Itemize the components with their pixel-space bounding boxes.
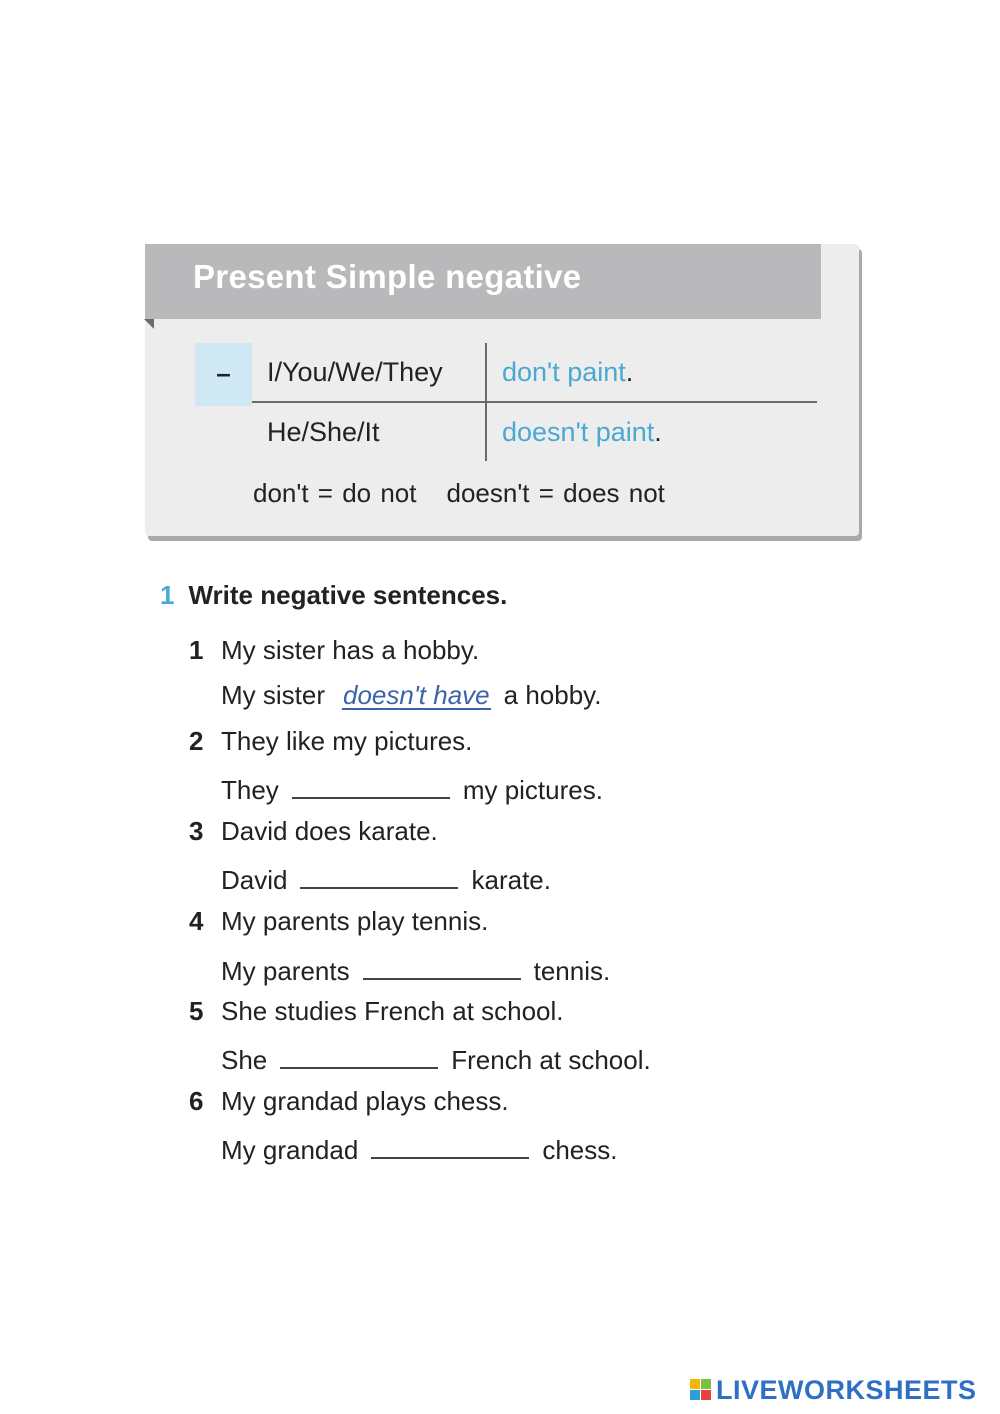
item-number: 2 xyxy=(189,726,204,756)
exercise-item-3 xyxy=(189,816,438,846)
sentence-end: . xyxy=(625,356,634,387)
exercise-item-2 xyxy=(189,726,472,756)
contraction-doesnt: doesn't = does not xyxy=(446,478,665,508)
answer-end: chess. xyxy=(542,1135,618,1165)
liveworksheets-logo-icon xyxy=(690,1379,712,1401)
item-prompt: My grandad plays chess. xyxy=(221,1086,509,1116)
exercise-instruction: Write negative sentences. xyxy=(188,580,508,610)
minus-icon: – xyxy=(195,343,252,406)
answer-start: My parents xyxy=(221,956,350,986)
answer-line-3 xyxy=(221,861,551,895)
exercise-item-6 xyxy=(189,1086,509,1116)
item-prompt: My parents play tennis. xyxy=(221,906,489,936)
table-row xyxy=(252,402,817,461)
answer-start: They xyxy=(221,775,279,805)
item-number: 5 xyxy=(189,996,204,1026)
answer-line-6 xyxy=(221,1131,617,1165)
item-prompt: David does karate. xyxy=(221,816,438,846)
answer-line-4 xyxy=(221,952,610,986)
verb-form: doesn't paint xyxy=(502,416,655,447)
table-row xyxy=(252,343,817,402)
exercise-item-1 xyxy=(189,635,479,665)
item-prompt: They like my pictures. xyxy=(221,726,473,756)
answer-end: my pictures. xyxy=(462,775,603,805)
verb-form: don't paint xyxy=(502,356,626,387)
exercise-number: 1 xyxy=(160,580,175,610)
grammar-box-header xyxy=(145,244,821,319)
grammar-box-title: Present Simple negative xyxy=(193,258,582,295)
watermark-text: LIVEWORKSHEETS xyxy=(716,1374,977,1405)
exercise-item-4 xyxy=(189,906,488,936)
subject-cell: I/You/We/They xyxy=(252,343,486,402)
answer-end: French at school. xyxy=(451,1045,651,1075)
answer-line-5 xyxy=(221,1041,651,1075)
answer-line-2 xyxy=(221,771,603,805)
answer-blank-5[interactable] xyxy=(280,1041,438,1069)
item-number: 4 xyxy=(189,906,204,936)
liveworksheets-watermark xyxy=(690,1374,977,1406)
exercise-item-5 xyxy=(189,996,564,1026)
sentence-end: . xyxy=(654,416,662,447)
verb-cell xyxy=(486,402,817,461)
item-number: 6 xyxy=(189,1086,204,1116)
answer-start: David xyxy=(221,865,288,895)
answer-end: tennis. xyxy=(533,956,611,986)
item-prompt: She studies French at school. xyxy=(221,996,564,1026)
negative-forms-table xyxy=(252,343,817,461)
example-answer: doesn't have xyxy=(343,680,490,710)
answer-end: a hobby. xyxy=(503,680,602,710)
answer-blank-3[interactable] xyxy=(300,861,458,889)
answer-end: karate. xyxy=(471,865,551,895)
exercise-heading xyxy=(160,580,507,611)
answer-start: My grandad xyxy=(221,1135,359,1165)
header-fold-decoration xyxy=(144,319,154,329)
answer-blank-6[interactable] xyxy=(371,1131,529,1159)
contraction-dont: don't = do not xyxy=(253,478,417,508)
item-prompt: My sister has a hobby. xyxy=(221,635,480,665)
contractions-note xyxy=(253,478,665,509)
grammar-box xyxy=(145,244,859,536)
item-number: 3 xyxy=(189,816,204,846)
answer-blank-4[interactable] xyxy=(363,952,521,980)
item-number: 1 xyxy=(189,635,204,665)
verb-cell xyxy=(486,343,817,402)
answer-blank-2[interactable] xyxy=(292,771,450,799)
subject-cell: He/She/It xyxy=(252,402,486,461)
answer-line-1 xyxy=(221,680,601,710)
answer-start: She xyxy=(221,1045,268,1075)
answer-start: My sister xyxy=(221,680,325,710)
